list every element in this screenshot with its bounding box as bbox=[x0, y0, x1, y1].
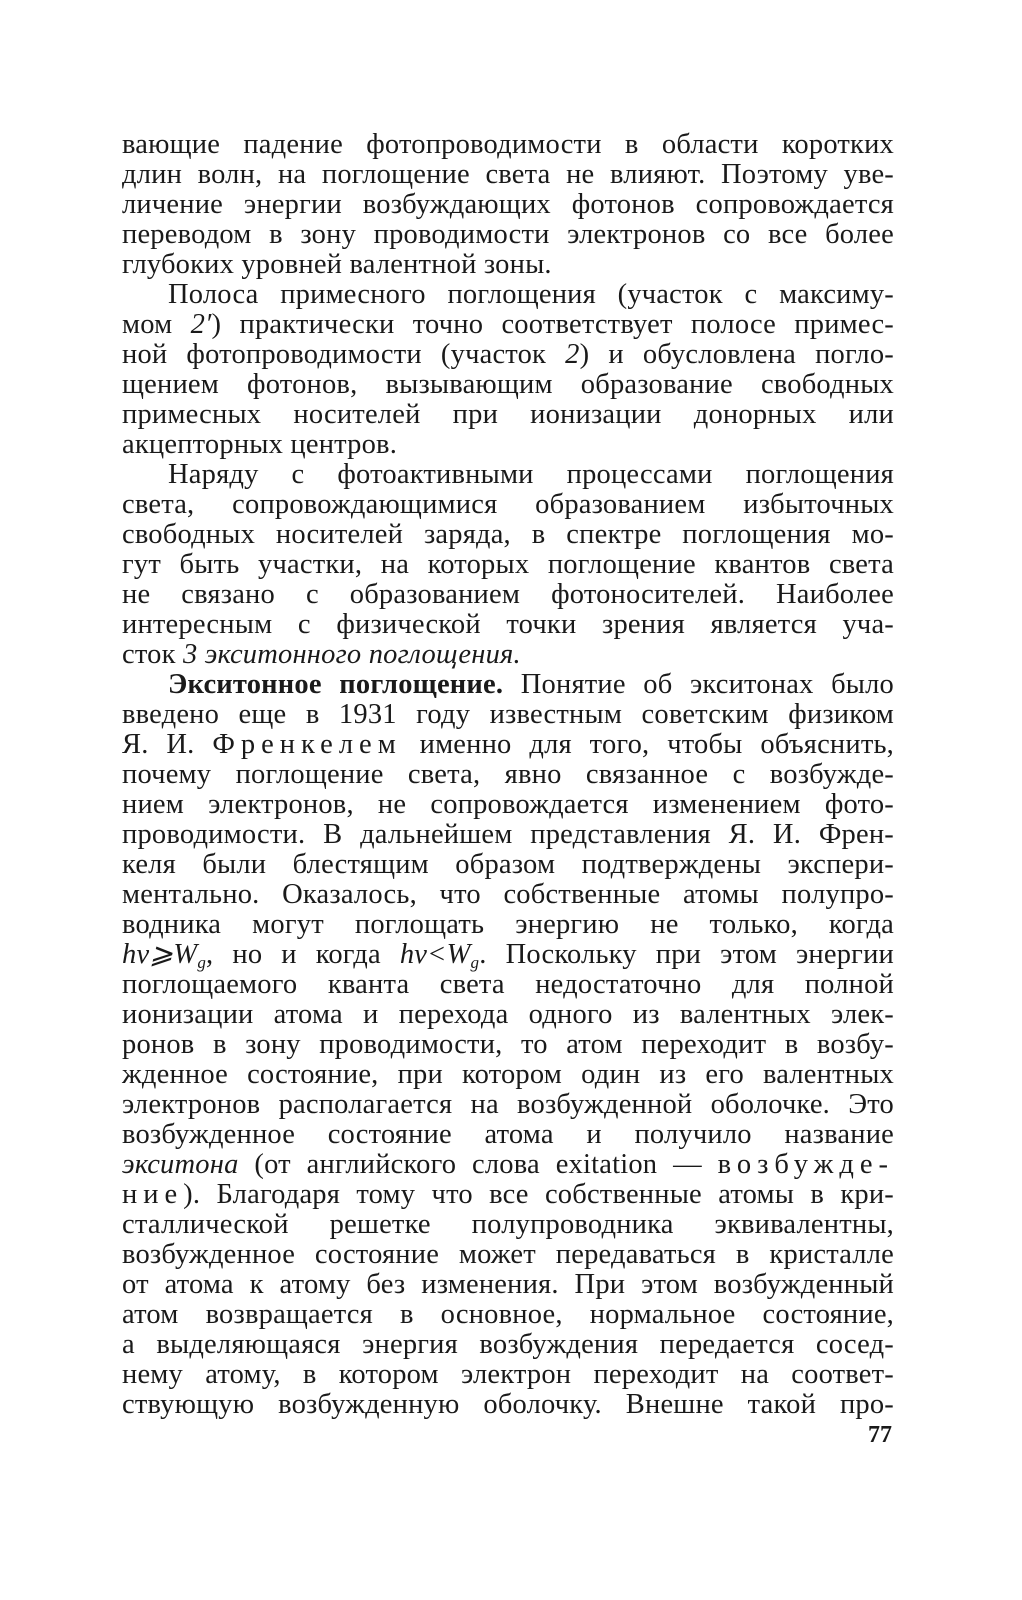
text-line bbox=[122, 1150, 894, 1180]
text-line bbox=[122, 1030, 894, 1060]
text-run: возбужденное состояние может передаваться в кристалле bbox=[122, 1239, 894, 1270]
text-line bbox=[122, 220, 894, 250]
text-run: ) и обусловлена погло- bbox=[579, 339, 894, 370]
text-run: а выделяющаяся энергия возбуждения передается сосед- bbox=[122, 1329, 894, 1360]
text-line bbox=[122, 1300, 894, 1330]
text-run: . Поскольку при этом энергии bbox=[479, 939, 894, 970]
text-line bbox=[122, 760, 894, 790]
text-line bbox=[122, 1270, 894, 1300]
text-run: почему поглощение света, явно связанное с возбужде- bbox=[122, 759, 894, 790]
text-run: атом возвращается в основное, нормальное состояние, bbox=[122, 1299, 894, 1330]
text-line bbox=[122, 400, 894, 430]
text-run: от атома к атому без изменения. При этом возбужденный bbox=[122, 1269, 894, 1300]
text-line bbox=[122, 820, 894, 850]
text-line bbox=[122, 1180, 894, 1210]
text-run: не связано с образованием фотоносителей. Наиболее bbox=[122, 579, 894, 610]
text-line bbox=[122, 250, 894, 280]
text-line bbox=[122, 1240, 894, 1270]
text-line bbox=[122, 280, 894, 310]
text-run: возбужде- bbox=[717, 1149, 894, 1180]
text-line bbox=[122, 790, 894, 820]
text-line bbox=[122, 970, 894, 1000]
text-run: сталлической решетке полупроводника эквивалентны, bbox=[122, 1209, 894, 1240]
text-run: Наряду с фотоактивными процессами поглощения bbox=[168, 459, 894, 490]
text-line bbox=[122, 730, 894, 760]
text-run: ной фотопроводимости (участок bbox=[122, 339, 566, 370]
text-line bbox=[122, 640, 894, 670]
text-line bbox=[122, 1390, 894, 1420]
text-run: Я. И. bbox=[122, 729, 213, 760]
text-line bbox=[122, 430, 894, 460]
text-line bbox=[122, 910, 894, 940]
text-line bbox=[122, 850, 894, 880]
text-run: света, сопровождающимися образованием избыточных bbox=[122, 489, 894, 520]
text-run: 3 экситонного поглощения. bbox=[182, 639, 521, 670]
text-run: щением фотонов, вызывающим образование свободных bbox=[122, 369, 894, 400]
text-line bbox=[122, 940, 894, 970]
text-run: ронов в зону проводимости, то атом переходит в возбу- bbox=[122, 1029, 894, 1060]
text-line bbox=[122, 460, 894, 490]
text-run: личение энергии возбуждающих фотонов сопровождается bbox=[122, 189, 894, 220]
text-line bbox=[122, 1330, 894, 1360]
text-run: ионизации атома и перехода одного из валентных элек- bbox=[122, 999, 894, 1030]
text-run: (от английского слова exitation — bbox=[238, 1149, 718, 1180]
text-run: интересным с физической точки зрения является уча- bbox=[122, 609, 894, 640]
text-run: свободных носителей заряда, в спектре поглощения мо- bbox=[122, 519, 894, 550]
text-run: Френкелем bbox=[212, 729, 402, 760]
text-run: g bbox=[197, 953, 207, 972]
text-run: нием электронов, не сопровождается изменением фото- bbox=[122, 789, 894, 820]
text-run: , но и когда bbox=[206, 939, 400, 970]
text-run: 2 bbox=[565, 339, 580, 370]
text-line bbox=[122, 340, 894, 370]
text-run: электронов располагается на возбужденной оболочке. Это bbox=[122, 1089, 894, 1120]
text-run: жденное состояние, при котором один из его валентных bbox=[122, 1059, 894, 1090]
text-line bbox=[122, 310, 894, 340]
text-line bbox=[122, 130, 894, 160]
text-run: мом bbox=[122, 309, 191, 340]
text-run: экситона bbox=[122, 1149, 239, 1180]
text-run: ментально. Оказалось, что собственные атомы полупро- bbox=[122, 879, 894, 910]
text-run: поглощаемого кванта света недостаточно для полной bbox=[122, 969, 894, 1000]
text-line bbox=[122, 520, 894, 550]
text-run: Полоса примесного поглощения (участок с максиму- bbox=[168, 279, 894, 310]
text-run: глубоких уровней валентной зоны. bbox=[122, 249, 552, 280]
text-run: ) практически точно соответствует полосе примес- bbox=[211, 309, 894, 340]
text-line bbox=[122, 1000, 894, 1030]
text-run: hν<W bbox=[399, 939, 471, 970]
text-run: Экситонное поглощение. bbox=[168, 669, 504, 700]
text-run: переводом в зону проводимости электронов со все более bbox=[122, 219, 894, 250]
text-run: вающие падение фотопроводимости в области коротких bbox=[122, 129, 894, 160]
text-line bbox=[122, 880, 894, 910]
text-line bbox=[122, 490, 894, 520]
text-run: примесных носителей при ионизации донорных или bbox=[122, 399, 894, 430]
text-run: нему атому, в котором электрон переходит на соответ- bbox=[122, 1359, 894, 1390]
page-number: 77 bbox=[868, 1422, 892, 1448]
page-body bbox=[122, 130, 894, 1420]
text-line bbox=[122, 1090, 894, 1120]
text-line bbox=[122, 550, 894, 580]
text-run: ). Благодаря тому что все собственные атомы в кри- bbox=[183, 1179, 894, 1210]
text-run: сток bbox=[122, 639, 183, 670]
text-run: введено еще в 1931 году известным советским физиком bbox=[122, 699, 894, 730]
text-run: 2′ bbox=[190, 309, 212, 340]
text-line bbox=[122, 700, 894, 730]
text-run: ние bbox=[122, 1179, 184, 1210]
text-line bbox=[122, 1360, 894, 1390]
text-line bbox=[122, 190, 894, 220]
text-line bbox=[122, 1210, 894, 1240]
text-run: ствующую возбужденную оболочку. Внешне такой про- bbox=[122, 1389, 894, 1420]
text-run: Понятие об экситонах было bbox=[503, 669, 895, 700]
text-line bbox=[122, 1060, 894, 1090]
text-run: hν⩾W bbox=[122, 939, 198, 970]
text-run: акцепторных центров. bbox=[122, 429, 398, 460]
text-line bbox=[122, 1120, 894, 1150]
text-run: длин волн, на поглощение света не влияют. Поэтому уве- bbox=[122, 159, 894, 190]
text-line bbox=[122, 160, 894, 190]
text-run: проводимости. В дальнейшем представления Я. И. Френ- bbox=[122, 819, 894, 850]
text-run: возбужденное состояние атома и получило название bbox=[122, 1119, 894, 1150]
text-run: именно для того, чтобы объяснить, bbox=[401, 729, 894, 760]
text-line bbox=[122, 610, 894, 640]
text-run: гут быть участки, на которых поглощение квантов света bbox=[122, 549, 894, 580]
text-line bbox=[122, 580, 894, 610]
text-run: келя были блестящим образом подтверждены экспери- bbox=[122, 849, 894, 880]
text-run: водника могут поглощать энергию не только, когда bbox=[122, 909, 894, 940]
text-run: g bbox=[470, 953, 480, 972]
text-line bbox=[122, 370, 894, 400]
text-line bbox=[122, 670, 894, 700]
